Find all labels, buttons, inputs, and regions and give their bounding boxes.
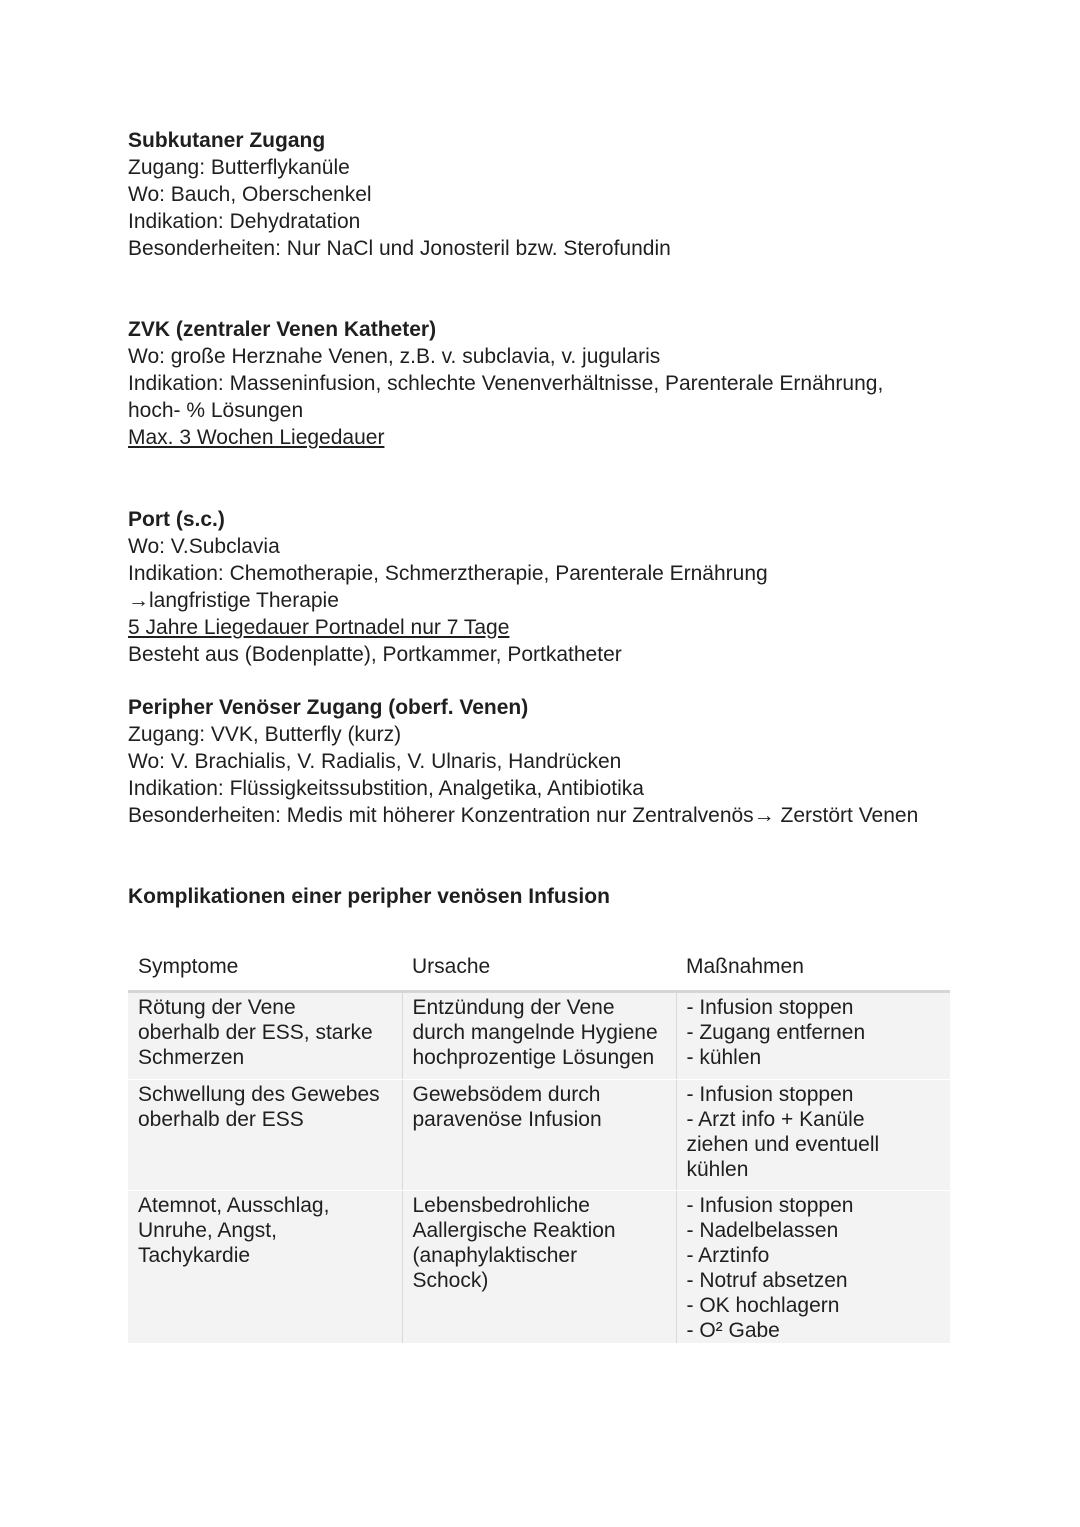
section-zvk xyxy=(128,316,1008,451)
cell-line: - O² Gabe xyxy=(686,1319,780,1342)
cell-symptome xyxy=(128,1080,402,1191)
cell-line: Rötung der Vene xyxy=(138,996,296,1019)
cell-line: Schmerzen xyxy=(138,1046,245,1069)
cell-line: - OK hochlagern xyxy=(686,1294,840,1317)
cell-line: - Nadelbelassen xyxy=(686,1219,839,1242)
table-header-row xyxy=(128,951,950,992)
table-row xyxy=(128,992,950,1080)
cell-line: - Infusion stoppen xyxy=(686,1194,854,1217)
cell-line: Atemnot, Ausschlag, xyxy=(138,1194,330,1217)
cell-line: (anaphylaktischer xyxy=(412,1244,578,1267)
cell-symptome xyxy=(128,1191,402,1344)
cell-line: Aallergische Reaktion xyxy=(412,1219,616,1242)
cell-line: - Infusion stoppen xyxy=(686,996,854,1019)
cell-ursache xyxy=(402,1191,676,1344)
text-line: Indikation: Dehydratation xyxy=(128,210,361,233)
text-line: Wo: V. Brachialis, V. Radialis, V. Ulnaris, Handrücken xyxy=(128,750,622,773)
cell-ursache xyxy=(402,1080,676,1191)
text-line: Indikation: Masseninfusion, schlechte Venenverhältnisse, Parenterale Ernährung, xyxy=(128,372,884,395)
header-massnahmen: Maßnahmen xyxy=(676,951,950,992)
text-line: Besteht aus (Bodenplatte), Portkammer, Portkatheter xyxy=(128,643,622,666)
header-ursache: Ursache xyxy=(402,951,676,992)
section-peripher-venoeser-zugang xyxy=(128,694,1008,829)
section-title: Peripher Venöser Zugang (oberf. Venen) xyxy=(128,696,529,719)
complications-table xyxy=(128,951,950,1344)
section-title: ZVK (zentraler Venen Katheter) xyxy=(128,318,437,341)
text-line: Indikation: Chemotherapie, Schmerztherapie, Parenterale Ernährung xyxy=(128,562,768,585)
cell-line: - Zugang entfernen xyxy=(686,1021,866,1044)
cell-line: - Infusion stoppen xyxy=(686,1083,854,1106)
underlined-note: Max. 3 Wochen Liegedauer xyxy=(128,426,385,449)
section-title: Subkutaner Zugang xyxy=(128,129,326,152)
cell-line: Entzündung der Vene xyxy=(412,996,615,1019)
cell-line: ziehen und eventuell xyxy=(686,1133,880,1156)
cell-line: - kühlen xyxy=(686,1046,762,1069)
text-line: Indikation: Flüssigkeitssubstition, Analgetika, Antibiotika xyxy=(128,777,644,800)
text-line: hoch- % Lösungen xyxy=(128,399,304,422)
cell-line: Gewebsödem durch xyxy=(412,1083,601,1106)
cell-line: - Arztinfo xyxy=(686,1244,770,1267)
text-line: →langfristige Therapie xyxy=(128,589,339,612)
cell-line: durch mangelnde Hygiene xyxy=(412,1021,658,1044)
table-row xyxy=(128,1191,950,1344)
cell-line: Tachykardie xyxy=(138,1244,251,1267)
text-line: Wo: große Herznahe Venen, z.B. v. subclavia, v. jugularis xyxy=(128,345,661,368)
cell-line: Schock) xyxy=(412,1269,489,1292)
text-line: Wo: V.Subclavia xyxy=(128,535,280,558)
table-row xyxy=(128,1080,950,1191)
cell-line: oberhalb der ESS xyxy=(138,1108,304,1131)
cell-massnahmen xyxy=(676,1191,950,1344)
table-title: Komplikationen einer peripher venösen Infusion xyxy=(128,885,610,908)
cell-ursache xyxy=(402,992,676,1080)
section-port xyxy=(128,506,1008,668)
cell-symptome xyxy=(128,992,402,1080)
text-line: Zugang: Butterflykanüle xyxy=(128,156,350,179)
cell-line: kühlen xyxy=(686,1158,749,1181)
cell-line: hochprozentige Lösungen xyxy=(412,1046,655,1069)
cell-line: oberhalb der ESS, starke xyxy=(138,1021,373,1044)
text-line: Wo: Bauch, Oberschenkel xyxy=(128,183,372,206)
cell-line: Schwellung des Gewebes xyxy=(138,1083,380,1106)
text-line: Zugang: VVK, Butterfly (kurz) xyxy=(128,723,402,746)
cell-line: - Arzt info + Kanüle xyxy=(686,1108,865,1131)
cell-line: Unruhe, Angst, xyxy=(138,1219,277,1242)
text-line: Besonderheiten: Medis mit höherer Konzentration nur Zentralvenös→ Zerstört Venen xyxy=(128,804,919,827)
section-title: Port (s.c.) xyxy=(128,508,225,531)
cell-massnahmen xyxy=(676,1080,950,1191)
underlined-note: 5 Jahre Liegedauer Portnadel nur 7 Tage xyxy=(128,616,510,639)
cell-line: paravenöse Infusion xyxy=(412,1108,602,1131)
text-line: Besonderheiten: Nur NaCl und Jonosteril bzw. Sterofundin xyxy=(128,237,671,260)
cell-massnahmen xyxy=(676,992,950,1080)
section-subkutaner-zugang xyxy=(128,127,1008,262)
header-symptome: Symptome xyxy=(128,951,402,992)
cell-line: - Notruf absetzen xyxy=(686,1269,848,1292)
cell-line: Lebensbedrohliche xyxy=(412,1194,590,1217)
